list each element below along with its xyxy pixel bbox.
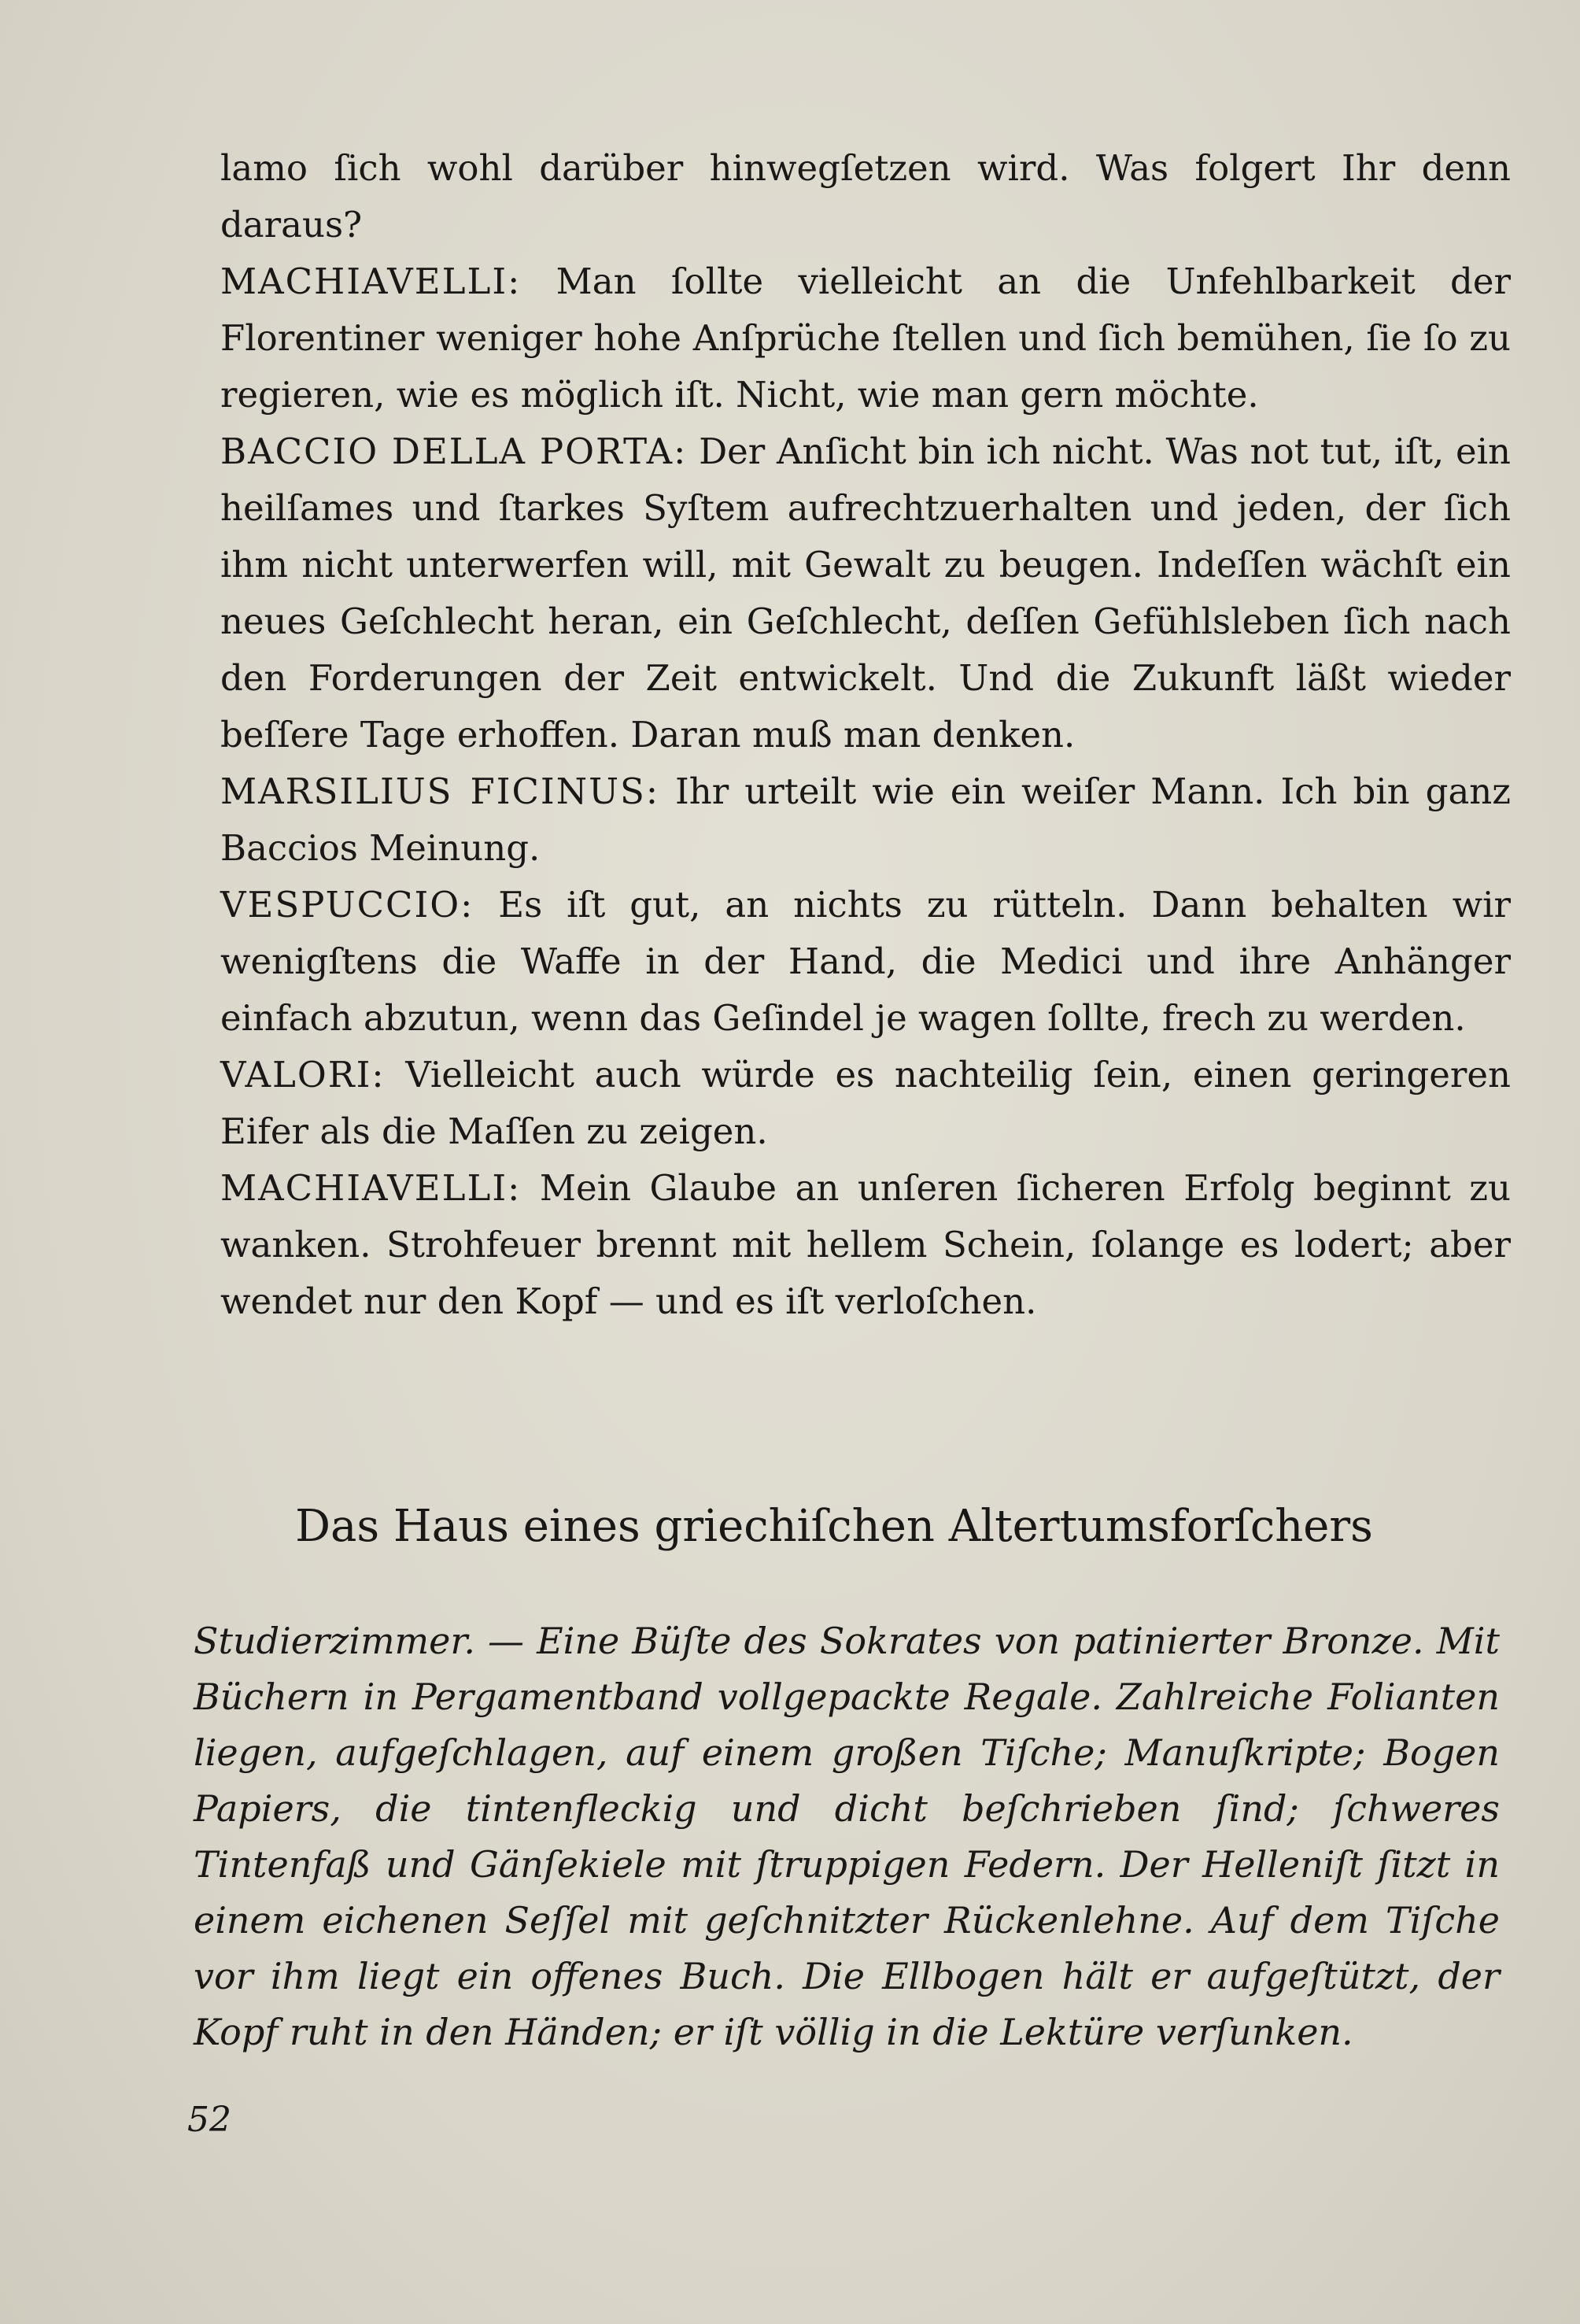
dialogue-line bbox=[220, 1160, 1511, 1330]
dialogue-text: Mein Glaube an unſeren ſicheren Erfolg beginnt zu wanken. Strohfeuer brennt mit hellem Schein, ſolange es lodert; aber wendet nur den Kopf — und es iſt verloſchen. bbox=[220, 1167, 1511, 1322]
speaker-name: MARSILIUS FICINUS: bbox=[220, 770, 659, 812]
dialogue-line bbox=[220, 877, 1511, 1047]
speaker-name: VESPUCCIO: bbox=[220, 884, 474, 926]
dialogue-line bbox=[220, 1047, 1511, 1160]
dialogue-block bbox=[220, 140, 1511, 1330]
dialogue-text: Ihr urteilt wie ein weiſer Mann. Ich bin ganz Baccios Meinung. bbox=[220, 770, 1511, 869]
speaker-name: VALORI: bbox=[220, 1054, 386, 1095]
speaker-name: MACHIAVELLI: bbox=[220, 260, 522, 302]
page-number: 52 bbox=[187, 2100, 231, 2140]
dialogue-line bbox=[220, 423, 1511, 763]
dialogue-text: Es iſt gut, an nichts zu rütteln. Dann behalten wir wenigſtens die Waffe in der Hand, die Medici und ihre Anhänger einfach abzutun, wenn das Geſindel je wagen ſollte, frech zu werden. bbox=[220, 884, 1511, 1039]
dialogue-line bbox=[220, 253, 1511, 423]
scene-heading: Das Haus eines griechiſchen Altertumsforſchers bbox=[295, 1501, 1373, 1552]
dialogue-text: Vielleicht auch würde es nachteilig ſein, einen geringeren Eifer als die Maſſen zu zeigen. bbox=[220, 1054, 1511, 1152]
speaker-name: BACCIO DELLA PORTA: bbox=[220, 430, 688, 472]
dialogue-text: Der Anſicht bin ich nicht. Was not tut, iſt, ein heilſames und ſtarkes Syſtem aufrechtzuerhalten und jeden, der ſich ihm nicht unterwerfen will, mit Gewalt zu beugen. Indeſſen wächſt ein neues Geſchlecht heran, ein Geſchlecht, deſſen Gefühlsleben ſich nach den Forderungen der Zeit entwickelt. Und die Zukunft läßt wieder beſſere Tage erhoffen. Daran muß man denken. bbox=[220, 430, 1511, 756]
stage-direction: Studierzimmer. — Eine Büſte des Sokrates von patinierter Bronze. Mit Büchern in Pergamentband vollgepackte Regale. Zahlreiche Folianten liegen, aufgeſchlagen, auf einem großen Tiſche; Manuſkripte; Bogen Papiers, die tintenfleckig und dicht beſchrieben ſind; ſchweres Tintenfaß und Gänſekiele mit ſtruppigen Federn. Der Helleniſt ſitzt in einem eichenen Seſſel mit geſchnitzter Rückenlehne. Auf dem Tiſche vor ihm liegt ein offenes Buch. Die Ellbogen hält er aufgeſtützt, der Kopf ruht in den Händen; er iſt völlig in die Lektüre verſunken. bbox=[194, 1620, 1500, 2053]
dialogue-text: Man ſollte vielleicht an die Unfehlbarkeit der Florentiner weniger hohe Anſprüche ſtellen und ſich bemühen, ſie ſo zu regieren, wie es möglich iſt. Nicht, wie man gern möchte. bbox=[220, 260, 1511, 416]
dialogue-line bbox=[220, 763, 1511, 877]
dialogue-text: lamo ſich wohl darüber hinwegſetzen wird. Was folgert Ihr denn daraus? bbox=[220, 147, 1511, 246]
speaker-name: MACHIAVELLI: bbox=[220, 1167, 522, 1209]
dialogue-line bbox=[220, 140, 1511, 253]
